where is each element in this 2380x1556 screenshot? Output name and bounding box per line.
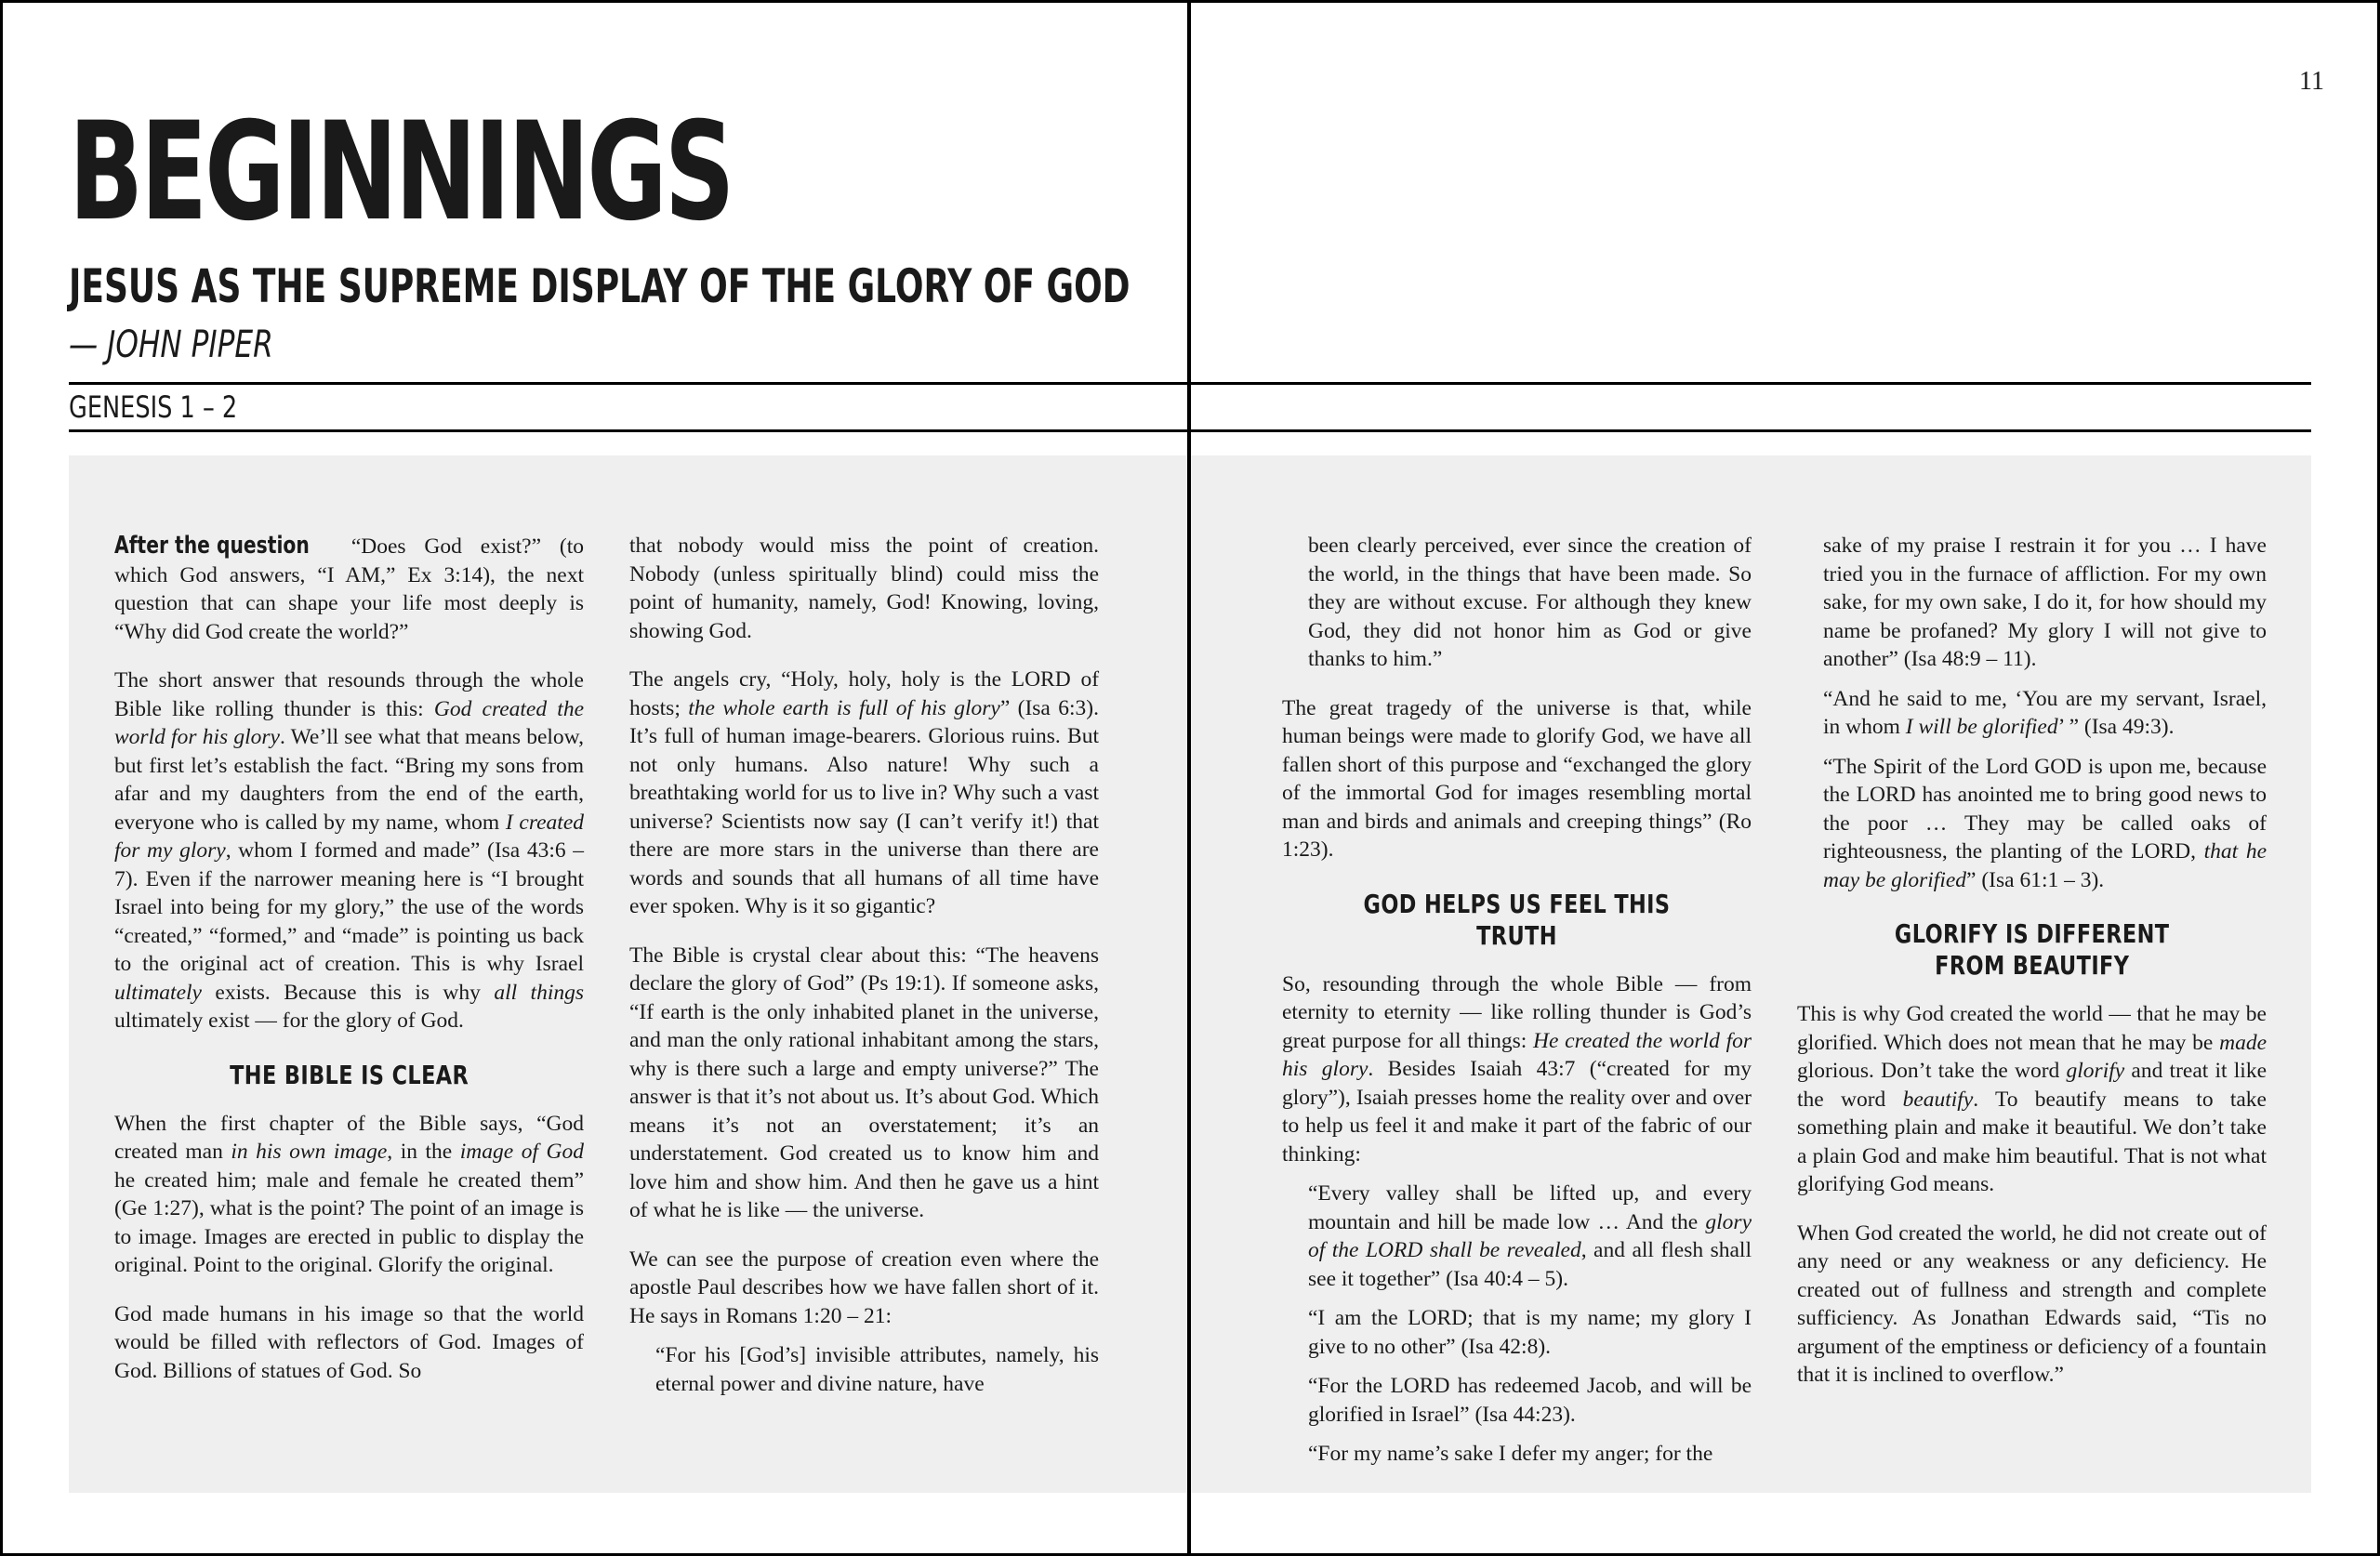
paragraph: The Bible is crystal clear about this: “The heavens declare the glory of God” (Ps 19:1). If someone asks, “If earth is the only inhabited planet in the universe, and man the only rational inhabitant among the stars, why is there such a large and empty universe?” The answer is that it’s not about us. It’s about God. Which means it’s not an overstatement; it’s an understatement. God created us to know him and love him and show him. And then he gave us a hint of what he is like — the universe. bbox=[629, 943, 1099, 1222]
text: “And he said to me, ‘You are my servant, Israel, in whom bbox=[1823, 686, 2267, 739]
text: of hosts; bbox=[629, 667, 1100, 720]
text: has redeemed Jacob, and will be glorified in Israel” (Isa 44:23). bbox=[1308, 1374, 1752, 1427]
header-rule-top-left bbox=[69, 382, 1187, 385]
emphasis: shall be revealed bbox=[1429, 1238, 1581, 1262]
small-caps: LORD bbox=[1390, 1374, 1450, 1398]
paragraph: When God created the world, he did not create out of any need or any weakness or any deficiency. He created out of fullness and strength and complete sufficiency. As Jonathan Edwards said, “Tis no argument of the emptiness or deficiency of a fountain that it is inclined to overflow.” bbox=[1797, 1220, 2267, 1387]
text-column-1 bbox=[114, 532, 584, 1405]
page-title: BEGINNINGS bbox=[69, 93, 733, 251]
text: , whom I formed and made” (Isa 43:6 – 7). Even if the narrower meaning here is “I brought Israel into being for my glory,” the use of the words “created,” “formed,” and “made” is pointing us back to the original act of creation. This is why Israel bbox=[114, 838, 584, 976]
text: . We’ll see what that means below, but first let’s establish the fact. “Bring my sons from afar and my daughters from the end of the earth, everyone who is called by my name, whom bbox=[114, 725, 584, 835]
paragraph bbox=[114, 1110, 584, 1280]
emphasis: God created the world for his glory bbox=[114, 696, 584, 749]
emphasis: image of God bbox=[459, 1140, 585, 1164]
emphasis: glory of the bbox=[1308, 1209, 1752, 1262]
text-column-3 bbox=[1282, 532, 1752, 1480]
section-heading bbox=[1797, 918, 2267, 982]
emphasis: that he may be glorified bbox=[1823, 839, 2267, 892]
text: . Besides Isaiah 43:7 (“created for my glory”), Isaiah presses home the reality over and over to help us feel it and make it part of the fabric of our thinking: bbox=[1282, 1057, 1752, 1167]
text: The short answer that resounds through the whole Bible like rolling thunder is this: bbox=[114, 668, 584, 721]
emphasis: the whole earth is full of his glory bbox=[688, 695, 1000, 720]
emphasis: all things bbox=[494, 980, 584, 1005]
paragraph bbox=[629, 666, 1099, 921]
text: This is why God created the world — that he may be glorified. Which does not mean that he may be bbox=[1797, 1002, 2267, 1055]
text: The angels cry, “Holy, holy, holy is the bbox=[629, 667, 1002, 692]
text: So, resounding through the whole Bible — from eternity to eternity — like rolling thunder is God’s great purpose for all things: bbox=[1282, 971, 1752, 1053]
block-quote bbox=[1282, 1372, 1752, 1429]
text: , in the bbox=[387, 1140, 453, 1164]
text: “The Spirit of the Lord bbox=[1823, 754, 2029, 779]
page-number: 11 bbox=[2299, 67, 2324, 96]
block-quote bbox=[1797, 753, 2267, 895]
heading-text: FROM BEAUTIFY bbox=[1934, 950, 2130, 981]
paragraph: We can see the purpose of creation even where the apostle Paul describes how we have fallen short of it. He says in Romans 1:20 – 21: bbox=[629, 1246, 1099, 1328]
block-quote bbox=[1282, 1180, 1752, 1293]
header-rule-bottom-left bbox=[69, 429, 1187, 432]
header-rule-bottom-right bbox=[1191, 429, 2311, 432]
text: ” (Isa 6:3). It’s full of human image-bearers. Glorious ruins. But not only humans. Also nature! Why such a breathtaking world for us to live in? Why such a vast universe? Scientists now say (I can’t verify it!) that there are more stars in the universe than there are words and sounds that all humans of all time have ever spoken. Why is it so gigantic? bbox=[629, 695, 1099, 918]
heading-text: GOD HELPS US FEEL THIS TRUTH bbox=[1363, 888, 1671, 951]
emphasis: in his own image bbox=[231, 1140, 388, 1164]
text: ’ ” (Isa 49:3). bbox=[2057, 715, 2175, 739]
section-heading bbox=[1282, 889, 1752, 952]
block-quote: “For my name’s sake I defer my anger; for the bbox=[1308, 1442, 1713, 1466]
small-caps: LORD bbox=[2131, 839, 2191, 864]
emphasis: ultimately bbox=[114, 980, 202, 1005]
paragraph: that nobody would miss the point of creation. Nobody (unless spiritually blind) could miss the point of humanity, namely, God! Knowing, loving, showing God. bbox=[629, 534, 1099, 643]
paragraph: God made humans in his image so that the world would be filled with reflectors of God. Images of God. Billions of statues of God. So bbox=[114, 1301, 584, 1383]
text: , bbox=[2190, 839, 2196, 864]
small-caps: LORD bbox=[1011, 667, 1071, 692]
emphasis: I will be glorified bbox=[1905, 715, 2058, 739]
emphasis: I created for my glory bbox=[114, 810, 585, 863]
text: “I am the bbox=[1308, 1306, 1398, 1330]
section-heading bbox=[114, 1060, 584, 1091]
emphasis: glorify bbox=[2066, 1059, 2125, 1083]
text-column-2 bbox=[629, 532, 1099, 1409]
emphasis: beautify bbox=[1902, 1087, 1974, 1112]
paragraph bbox=[114, 532, 584, 646]
text: glorious. Don’t take the word bbox=[1797, 1059, 2060, 1083]
paragraph: The great tragedy of the universe is that, while human beings were made to glorify God, we have all fallen short of this purpose and “exchanged the glory of the immortal God for images resembling mortal man and birds and animals and creeping things” (Ro 1:23). bbox=[1282, 695, 1752, 862]
scripture-reference: GENESIS 1 – 2 bbox=[69, 389, 238, 425]
text: When the first chapter of the Bible says, “God created man bbox=[114, 1111, 584, 1164]
text: exists. Because this is why bbox=[215, 980, 481, 1005]
block-quote bbox=[1282, 1304, 1752, 1361]
text: and treat it like the word bbox=[1797, 1059, 2268, 1112]
page-subtitle: JESUS AS THE SUPREME DISPLAY OF THE GLORY OF GOD bbox=[69, 259, 1130, 313]
text: . To beautify means to take something plain and make it beautiful. We don’t take a plain God and make him beautiful. That is not what glorifying God means. bbox=[1797, 1087, 2267, 1196]
text: “Does God exist?” (to which God answers, “I AM,” Ex 3:14), the next question that can shape your life most deeply is “Why did God create the world?” bbox=[114, 534, 584, 644]
block-quote: been clearly perceived, ever since the creation of the world, in the things that have been made. So they are without excuse. For although they knew God, they did not honor him as God or give thanks to him.” bbox=[1308, 534, 1752, 671]
emphasis: He created the world for his glory bbox=[1282, 1028, 1752, 1081]
text: , and all flesh shall see it together” (Isa 40:4 – 5). bbox=[1308, 1238, 1752, 1291]
paragraph bbox=[114, 666, 584, 1035]
text: ; that is my name; my glory I give to no other” (Isa 42:8). bbox=[1308, 1306, 1752, 1359]
block-quote: “For his [God’s] invisible attributes, namely, his eternal power and divine nature, have bbox=[655, 1343, 1099, 1396]
paragraph bbox=[1797, 1000, 2267, 1199]
emphasis: made bbox=[2219, 1030, 2267, 1055]
text: “Every valley shall be lifted up, and every mountain and hill be made low … And the bbox=[1308, 1181, 1752, 1234]
small-caps: GOD bbox=[2034, 754, 2082, 779]
text: ultimately exist — for the glory of God. bbox=[114, 1009, 464, 1033]
small-caps: LORD bbox=[1856, 783, 1916, 807]
block-quote: sake of my praise I restrain it for you … I have tried you in the furnace of affliction. For my own sake, for my own sake, I do it, for how should my name be profaned? My glory I will not give to another” (Isa 48:9 – 11). bbox=[1823, 534, 2267, 671]
heading-text: GLORIFY IS DIFFERENT bbox=[1894, 918, 2170, 949]
text: ” (Isa 61:1 – 3). bbox=[1966, 867, 2105, 892]
header-rule-top-right bbox=[1191, 382, 2311, 385]
block-quote bbox=[1797, 685, 2267, 742]
text: has anointed me to bring good news to the poor … They may be called oaks of righteousness, the planting of the bbox=[1823, 783, 2267, 864]
paragraph bbox=[1282, 970, 1752, 1169]
lead-in: After the question bbox=[114, 532, 310, 560]
text: “For the bbox=[1308, 1374, 1383, 1398]
small-caps: LORD bbox=[1408, 1306, 1468, 1330]
text: he created him; male and female he created them” (Ge 1:27), what is the point? The point of an image is to image. Images are erected in public to display the original. Point to the original. Glorify the original. bbox=[114, 1167, 584, 1277]
small-caps: LORD bbox=[1365, 1238, 1423, 1262]
author-byline: — JOHN PIPER bbox=[69, 323, 273, 366]
heading-text: THE BIBLE IS CLEAR bbox=[229, 1059, 469, 1090]
text-column-4 bbox=[1797, 532, 2267, 1410]
text: is upon me, because the bbox=[1823, 754, 2268, 807]
